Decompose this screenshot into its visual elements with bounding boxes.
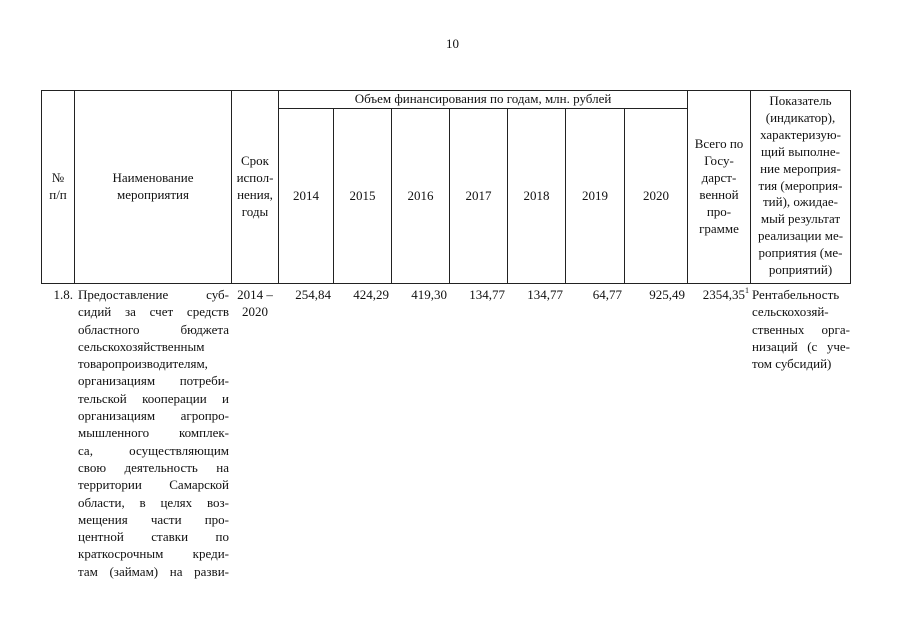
page-number: 10	[446, 36, 459, 51]
header-year-2015: 2015	[349, 187, 376, 203]
row-value-2019: 64,77	[592, 287, 622, 302]
header-year-2014: 2014	[293, 187, 319, 203]
table-right-border	[850, 90, 851, 284]
header-year-2020: 2020	[643, 187, 669, 203]
header-year-2016: 2016	[407, 187, 434, 203]
row-term: 2014 – 2020	[237, 287, 273, 320]
header-year-2018: 2018	[523, 187, 550, 203]
header-term: Срок испол- нения, годы	[236, 153, 274, 219]
row-total-footnote: 1	[745, 286, 749, 295]
row-number: 1.8.	[53, 287, 73, 302]
row-value-2017: 134,77	[469, 287, 505, 302]
header-num: № п/п	[49, 170, 67, 202]
row-value-2020: 925,49	[649, 287, 685, 302]
row-value-2014: 254,84	[295, 287, 331, 302]
row-measure-name: Предоставление суб- сидий за счет средств областного бюджета сельскохозяйственным товаропроизводителям, организациям потреби- тельской кооперации и организациям агропро- мышленного комплек- са, осуществляющим свою деятельность на территории Самарской области, в целях воз- мещения части про- центной ставки по краткосрочным креди- там (займам) на разви-	[78, 287, 229, 579]
row-indicator: Рентабельность сельскохозяй- ственных орга- низаций (с уче- том субсидий)	[752, 287, 850, 372]
row-value-2016: 419,30	[411, 287, 447, 302]
header-name: Наименование мероприятия	[112, 170, 194, 202]
header-year-2017: 2017	[465, 187, 492, 203]
row-value-2018: 134,77	[527, 287, 563, 302]
header-financing-title: Объем финансирования по годам, млн. рублей	[354, 91, 612, 107]
row-total	[688, 286, 749, 303]
header-total: Всего по Госу- дарст- венной про- грамме	[694, 136, 744, 236]
header-indicator: Показатель (индикатор), характеризую- щий выполне- ние мероприя- тия (мероприя- тий), ожидае- мый результат реализации ме- роприятия (ме- роприятий)	[757, 93, 844, 278]
row-total-value: 2354,35	[702, 287, 745, 302]
header-year-2019: 2019	[582, 187, 608, 203]
header-bottom-border	[41, 283, 851, 284]
row-value-2015: 424,29	[353, 287, 389, 302]
